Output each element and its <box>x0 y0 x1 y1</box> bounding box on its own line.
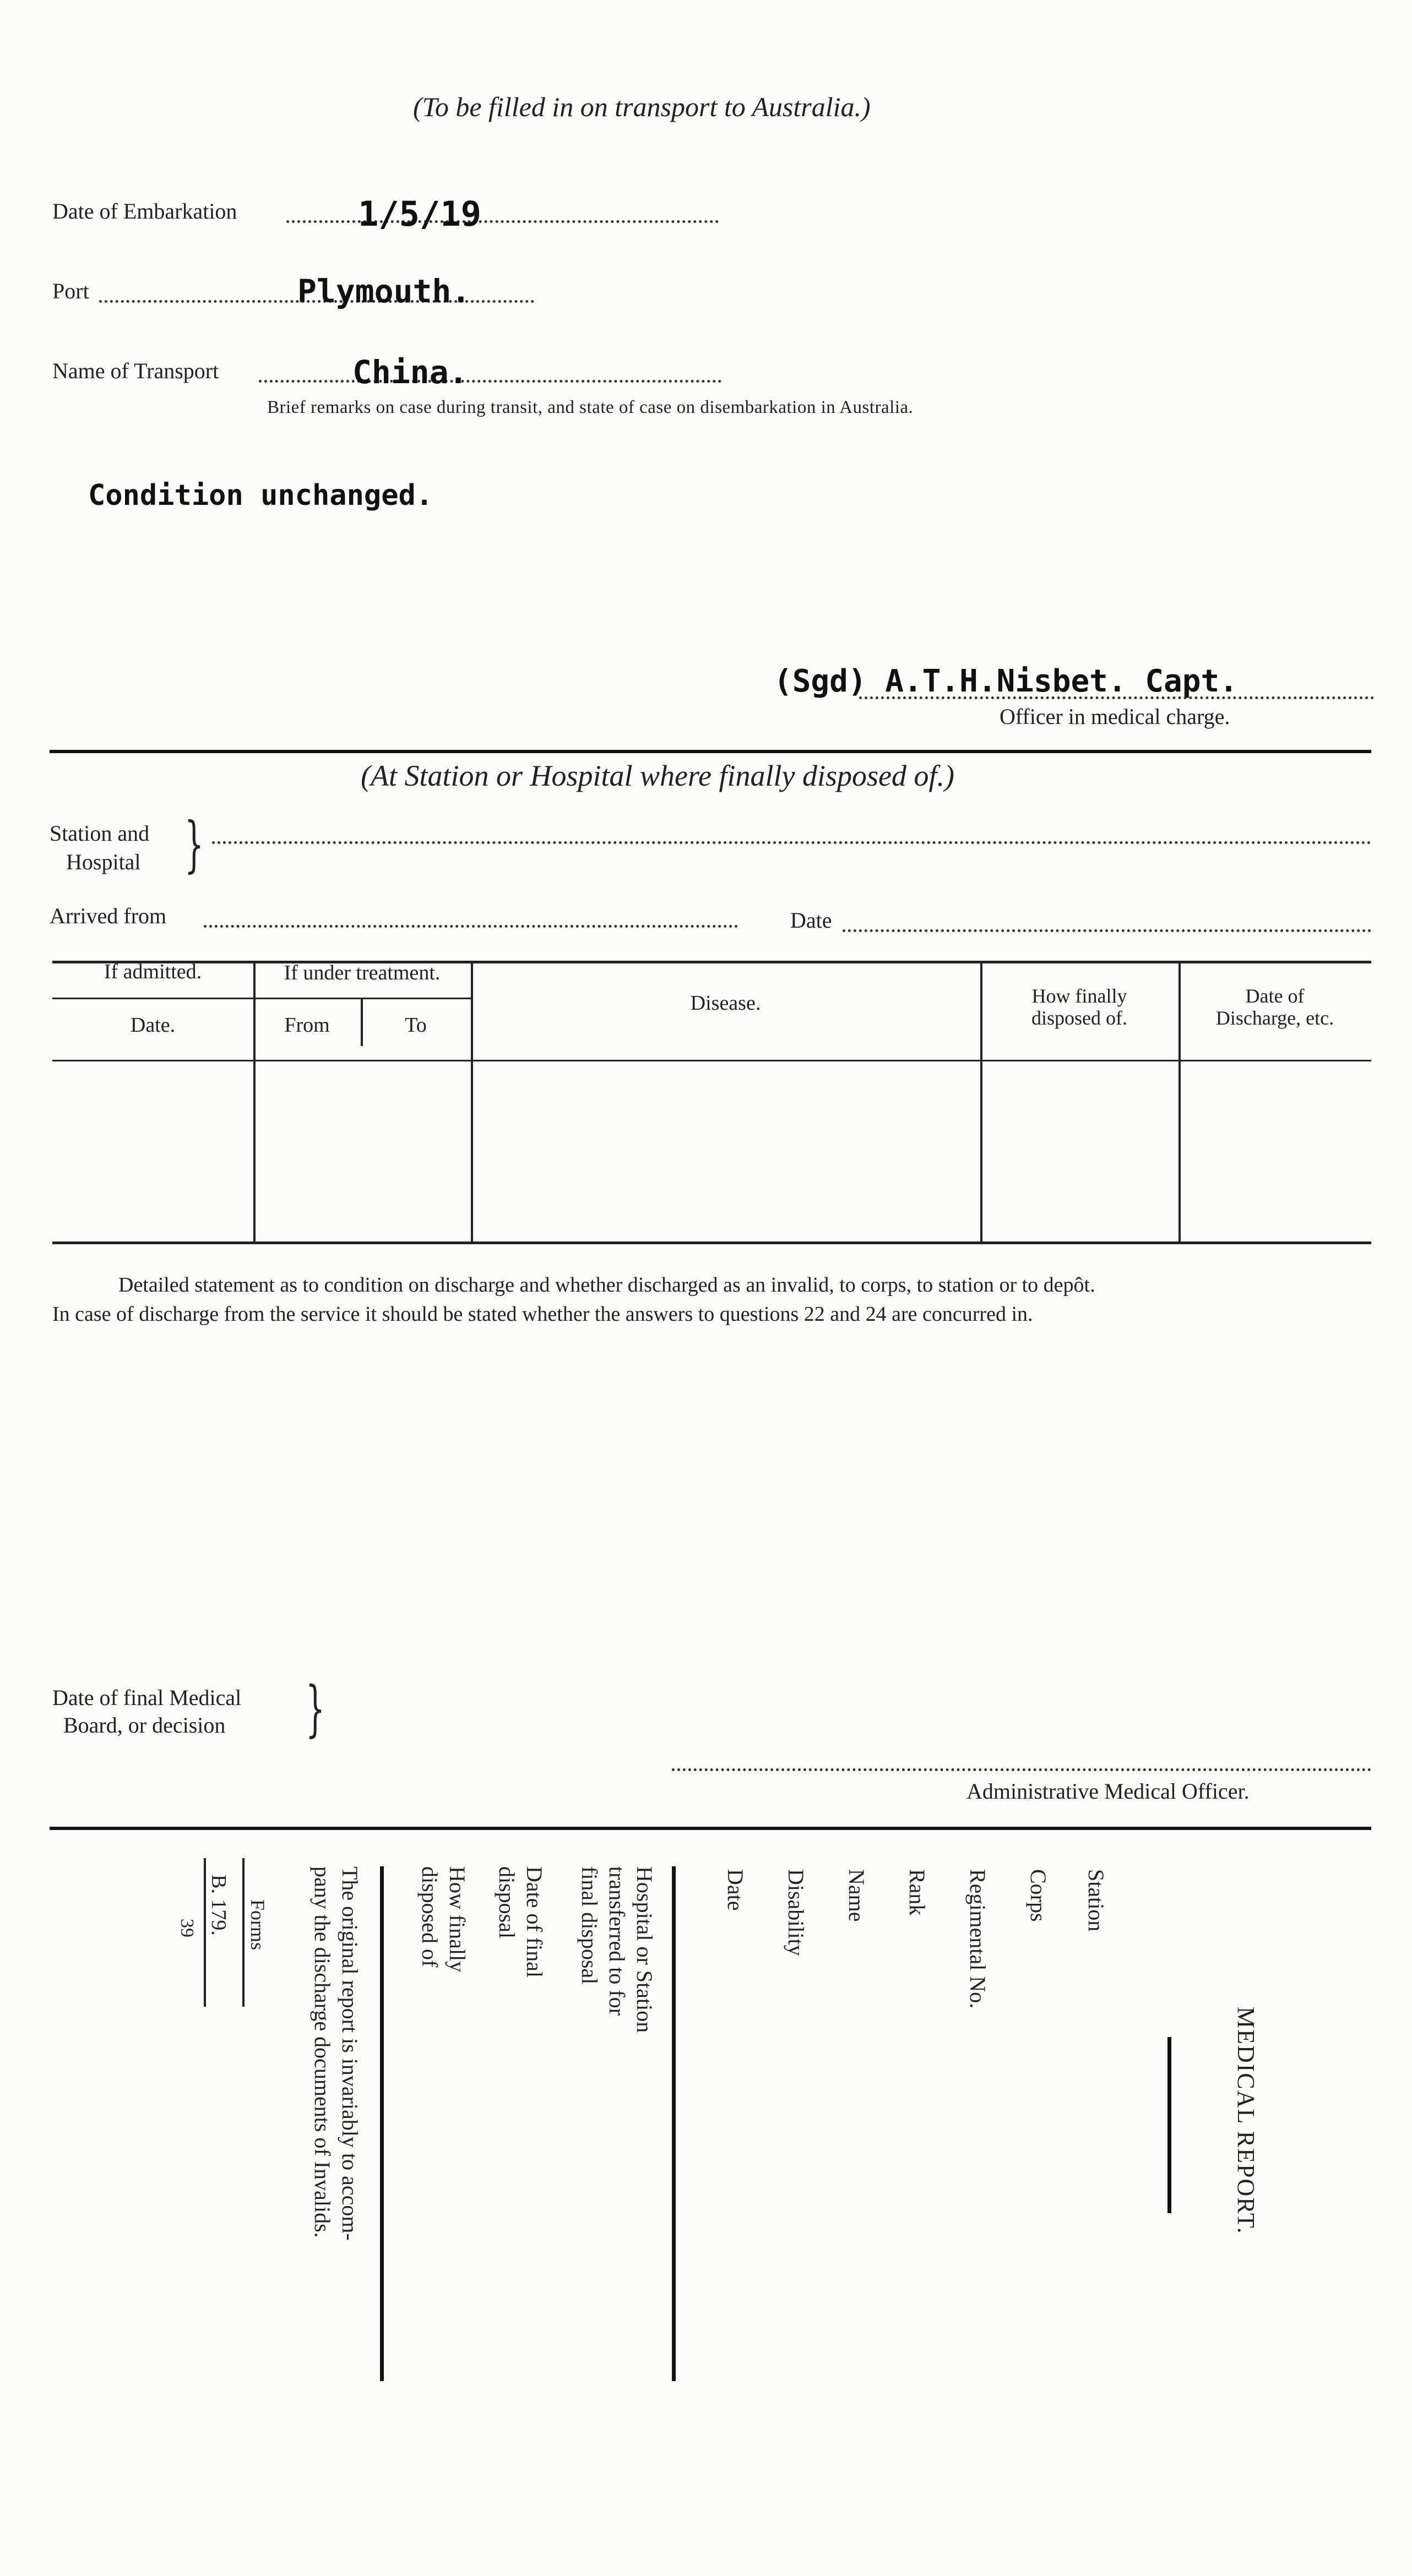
endorsement-station: Station <box>1084 1869 1109 1932</box>
header-if-under-treatment: If under treatment. <box>284 961 441 984</box>
officer-label: Officer in medical charge. <box>1000 704 1230 729</box>
station-dotted-line <box>212 841 1371 844</box>
forms-box-rule <box>242 1858 245 2007</box>
table-subheader-rule <box>52 998 471 999</box>
endorsement-rank: Rank <box>905 1869 930 1916</box>
embarkation-dotted-line <box>286 220 719 223</box>
endorsement-date-final-line1: Date of final <box>522 1866 547 1978</box>
endorsement-divider <box>50 1827 1371 1830</box>
remarks-value: Condition unchanged. <box>88 479 433 512</box>
endorsement-hospital <box>575 1866 658 2033</box>
transport-name-value: China. <box>352 353 468 391</box>
header-to: To <box>405 1014 427 1037</box>
header-from: From <box>284 1014 330 1037</box>
port-value: Plymouth. <box>297 273 471 310</box>
transport-heading: (To be filled in on transport to Australia.) <box>413 91 871 122</box>
endorsement-note <box>308 1866 363 2241</box>
endorsement-note-line2: pany the discharge documents of Invalids. <box>310 1866 335 2238</box>
discharge-statement-line1: Detailed statement as to condition on discharge and whether discharged as an invalid, to corps, to station or to depôt. <box>118 1273 1095 1297</box>
header-how-finally-line2: disposed of. <box>1031 1006 1127 1029</box>
endorsement-note-line1: The original report is invariably to accom- <box>338 1866 362 2241</box>
endorsement-rule-right <box>672 1866 676 2381</box>
final-board-brace: } <box>306 1673 325 1744</box>
endorsement-rule-left <box>380 1866 384 2381</box>
endorsement-corps: Corps <box>1026 1869 1051 1922</box>
transport-name-dotted-line <box>259 380 721 383</box>
date-label: Date <box>790 908 832 933</box>
header-if-admitted: If admitted. <box>104 960 202 983</box>
endorsement-date-final-line2: disposal <box>495 1866 519 1939</box>
header-date-of-discharge <box>1179 985 1371 1029</box>
form-number: B. 179. <box>207 1875 230 1936</box>
print-number: 39 <box>177 1919 197 1937</box>
station-label-line2: Hospital <box>66 849 141 874</box>
endorsement-disability: Disability <box>784 1869 808 1956</box>
forms-label: Forms <box>247 1899 269 1951</box>
header-how-finally-line1: How finally <box>1031 985 1127 1007</box>
endorsement-hospital-line2: transferred to for <box>605 1866 629 2016</box>
signature: (Sgd) A.T.H.Nisbet. Capt. <box>774 663 1238 699</box>
endorsement-how-disposed-line1: How finally <box>445 1866 470 1973</box>
remarks-label: Brief remarks on case during transit, and state of case on disembarkation in Australia. <box>267 397 914 417</box>
endorsement-name: Name <box>844 1869 869 1922</box>
station-heading: (At Station or Hospital where finally disposed of.) <box>361 759 954 792</box>
arrived-label: Arrived from <box>50 903 167 928</box>
table-col-divider <box>253 961 256 1241</box>
embarkation-label: Date of Embarkation <box>52 199 237 224</box>
endorsement-how-disposed <box>416 1866 471 1972</box>
discharge-statement-line2: In case of discharge from the service it should be stated whether the answers to questions 22 and 24 are concurred in. <box>52 1303 1033 1326</box>
section-divider <box>50 750 1371 753</box>
header-how-finally <box>980 985 1179 1029</box>
endorsement-date-final <box>493 1866 548 1978</box>
admin-officer-label: Administrative Medical Officer. <box>966 1779 1250 1804</box>
endorsement-how-disposed-line2: disposed of <box>417 1866 442 1968</box>
arrived-dotted-line <box>204 925 738 928</box>
final-board-label-line1: Date of final Medical <box>52 1685 242 1710</box>
endorsement-regimental-no: Regimental No. <box>965 1869 990 2009</box>
endorsement-title: MEDICAL REPORT. <box>1232 2007 1259 2235</box>
endorsement-hospital-line3: final disposal <box>577 1866 602 1985</box>
admin-officer-dotted-line <box>672 1768 1371 1771</box>
endorsement-hospital-line1: Hospital or Station <box>632 1866 657 2033</box>
table-bottom-rule <box>52 1241 1371 1244</box>
endorsement-date: Date <box>723 1869 748 1911</box>
signature-dotted-line <box>859 696 1374 699</box>
station-brace: } <box>184 809 204 879</box>
station-label-line1: Station and <box>50 821 150 846</box>
endorsement-title-bar <box>1167 2037 1171 2213</box>
table-header-rule <box>52 1060 1371 1061</box>
embarkation-value: 1/5/19 <box>358 194 481 234</box>
header-date-of-discharge-line1: Date of <box>1245 985 1305 1007</box>
port-label: Port <box>52 279 89 303</box>
header-disease: Disease. <box>690 992 761 1015</box>
header-date-of-discharge-line2: Discharge, etc. <box>1215 1006 1334 1029</box>
date-dotted-line <box>843 929 1371 932</box>
header-date: Date. <box>130 1014 176 1037</box>
transport-name-label: Name of Transport <box>52 358 219 383</box>
final-board-label-line2: Board, or decision <box>63 1713 226 1738</box>
